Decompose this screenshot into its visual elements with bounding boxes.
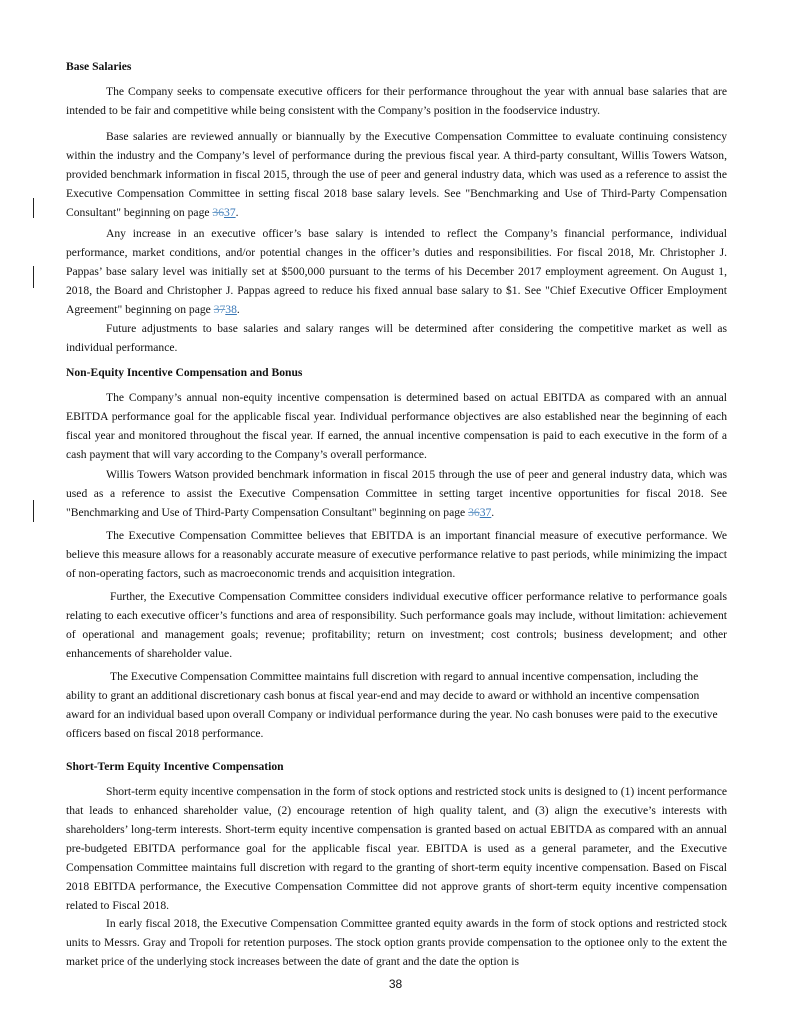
paragraph-end: . <box>235 206 239 219</box>
change-bar <box>33 500 34 522</box>
paragraph: The Executive Compensation Committee maintains full discretion with regard to annual incentive compensation, including the ability to grant an additional discretionary cash bonus at fiscal year-end and may decide to award or withhold an incentive compensation award for an individual based upon overall Company or individual performance during the year. No cash bonuses were paid to the executive officers based on fiscal 2018 performance. <box>66 670 718 740</box>
paragraph <box>66 224 727 319</box>
paragraph: Further, the Executive Compensation Committee considers individual executive officer performance relative to performance goals relating to each executive officer’s functions and area of responsibility. Such performance goals may include, without limitation: achievement of operational and management goals; revenue; profitability; return on investment; cost controls; business development; and other enhancements of shareholder value. <box>66 590 727 660</box>
paragraph: The Company’s annual non-equity incentive compensation is determined based on actual EBITDA as compared with an annual EBITDA performance goal for the applicable fiscal year. Individual performance objectives are also established near the beginning of each fiscal year and monitored throughout the fiscal year. If earned, the annual incentive compensation is paid to each executive in the form of a cash payment that will vary according to the Company’s overall performance. <box>66 391 727 461</box>
heading-non-equity: Non-Equity Incentive Compensation and Bonus <box>66 366 303 379</box>
paragraph-text: Base salaries are reviewed annually or biannually by the Executive Compensation Committee to evaluate continuing consistency within the industry and the Company’s level of performance during the previous fiscal year. A third-party consultant, Willis Towers Watson, provided benchmark information in fiscal 2015, through the use of peer and general industry data, which was used as a reference to assist the Executive Compensation Committee in setting fiscal 2018 base salary levels. See "Benchmarking and Use of Third-Party Compensation Consultant" beginning on page <box>66 130 727 219</box>
heading-short-term-equity: Short-Term Equity Incentive Compensation <box>66 760 284 773</box>
paragraph-text: Any increase in an executive officer’s base salary is intended to reflect the Company’s financial performance, individual performance, market conditions, and/or potential changes in the officer’s duties and responsibilities. For fiscal 2018, Mr. Christopher J. Pappas’ base salary level was initially set at $500,000 pursuant to the terms of his December 2017 employment agreement. On August 1, 2018, the Board and Christopher J. Pappas agreed to reduce his fixed annual base salary to $1. See "Chief Executive Officer Employment Agreement" beginning on page <box>66 227 727 316</box>
heading-base-salaries: Base Salaries <box>66 60 132 73</box>
paragraph-text: Willis Towers Watson provided benchmark information in fiscal 2015 through the use of peer and general industry data, which was used as a reference to assist the Executive Compensation Committee in setting target incentive opportunities for fiscal 2018. See "Benchmarking and Use of Third-Party Compensation Consultant" beginning on page <box>66 468 727 519</box>
change-bar <box>33 266 34 288</box>
paragraph-end: . <box>491 506 495 519</box>
inserted-page-ref: 37 <box>479 506 492 519</box>
paragraph-end: . <box>236 303 240 316</box>
paragraph: Future adjustments to base salaries and salary ranges will be determined after considering the competitive market as well as individual performance. <box>66 322 727 354</box>
change-bar <box>33 198 34 218</box>
paragraph: Short-term equity incentive compensation in the form of stock options and restricted stock units is designed to (1) incent performance that leads to enhanced shareholder value, (2) encourage retention of high quality talent, and (3) align the executive’s interests with shareholders’ long-term interests. Short-term equity incentive compensation is granted based on actual EBITDA as compared with an annual pre-budgeted EBITDA performance goal for the applicable fiscal year. EBITDA is used as a general parameter, and the Executive Compensation Committee maintains full discretion with regard to the granting of short-term equity incentive compensation. Based on Fiscal 2018 EBITDA performance, the Executive Compensation Committee did not approve grants of short-term equity incentive compensation related to Fiscal 2018. <box>66 785 727 912</box>
deleted-page-ref: 36 <box>468 506 480 519</box>
paragraph: The Company seeks to compensate executive officers for their performance throughout the year with annual base salaries that are intended to be fair and competitive while being consistent with the Company’s position in the foodservice industry. <box>66 85 727 117</box>
paragraph: In early fiscal 2018, the Executive Compensation Committee granted equity awards in the form of stock options and restricted stock units to Messrs. Gray and Tropoli for retention purposes. The stock option grants provide compensation to the optionee only to the extent the market price of the underlying stock increases between the date of grant and the date the option is <box>66 917 727 968</box>
deleted-page-ref: 37 <box>213 303 226 316</box>
paragraph: The Executive Compensation Committee believes that EBITDA is an important financial measure of executive performance. We believe this measure allows for a reasonably accurate measure of executive performance relative to past periods, while minimizing the impact of non-operating factors, such as macroeconomic trends and acquisition integration. <box>66 529 727 580</box>
paragraph <box>66 465 727 522</box>
page-number: 38 <box>388 977 403 991</box>
paragraph <box>66 127 727 222</box>
inserted-page-ref: 37 <box>224 206 236 219</box>
deleted-page-ref: 36 <box>212 206 225 219</box>
inserted-page-ref: 38 <box>225 303 237 316</box>
